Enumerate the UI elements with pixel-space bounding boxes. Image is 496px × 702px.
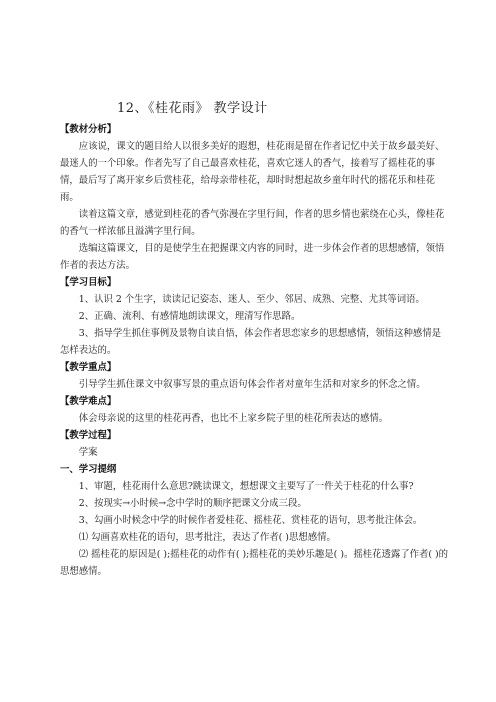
outline-item-2: 2、按现实→小时候→念中学时的顺序把课文分成三段。 [78,498,307,509]
outline-item-3-1: ⑴ 勾画喜欢桂花的语句，思考批注，表达了作者( )思想感情。 [78,532,336,543]
goal-item-1: 1、认识 2 个生字，读读记记姿态、迷人、至少、邻居、成熟、完整、尤其等词语。 [78,294,425,305]
goals-heading: 【学习目标】 [60,277,117,288]
key-points-heading: 【教学重点】 [60,362,117,373]
analysis-heading: 【教材分析】 [60,124,117,135]
outline-item-1: 1、审题，桂花雨什么意思?跳读课文，想想课文主要写了一件关于桂花的什么事? [78,481,414,492]
process-subheading: 学案 [78,447,98,458]
process-heading: 【教学过程】 [60,430,117,441]
difficulty-heading: 【教学难点】 [60,396,117,407]
outline-item-3: 3、勾画小时候念中学的时候作者爱桂花、摇桂花、赏桂花的语句，思考批注体会。 [78,515,423,526]
analysis-paragraph-2: 读着这篇文章，感觉到桂花的香气弥漫在字里行间，作者的思乡情也萦绕在心头，像桂花的香气一样浓郁且溢满字里行间。 [60,209,445,237]
key-points-text: 引导学生抓住课文中叙事写景的重点语句体会作者对童年生活和对家乡的怀念之情。 [78,379,426,390]
analysis-paragraph-3: 选编这篇课文，目的是使学生在把握课文内容的同时，进一步体会作者的思想感情，领悟作者的表达方法。 [60,243,445,271]
goal-item-2: 2、正确、流利、有感情地朗读课文，理清写作思路。 [78,311,301,322]
document-title: 12、《桂花雨》 教学设计 [117,101,268,116]
difficulty-text: 体会母亲说的这里的桂花再香，也比不上家乡院子里的桂花所表达的感情。 [78,413,389,424]
outline-item-3-2: ⑵ 摇桂花的原因是( );摇桂花的动作有( );摇桂花的美妙乐趣是( )。摇桂花透露了作者( )的思想感情。 [60,549,449,577]
analysis-section [60,121,450,580]
outline-heading: 一、学习提纲 [60,464,117,475]
analysis-paragraph-1: 应该说，课文的题目给人以很多美好的遐想，桂花雨是留在作者记忆中关于故乡最美好、最迷人的一个印象。作者先写了自己最喜欢桂花，喜欢它迷人的香气，接着写了摇桂花的事情，最后写了离开家乡后赏桂花，给母亲带桂花，却时时想起故乡童年时代的摇花乐和桂花雨。 [60,141,445,203]
goal-item-3: 3、指导学生抓住事例及景物自读自悟，体会作者思恋家乡的思想感情，领悟这种感情是怎样表达的。 [60,328,442,356]
